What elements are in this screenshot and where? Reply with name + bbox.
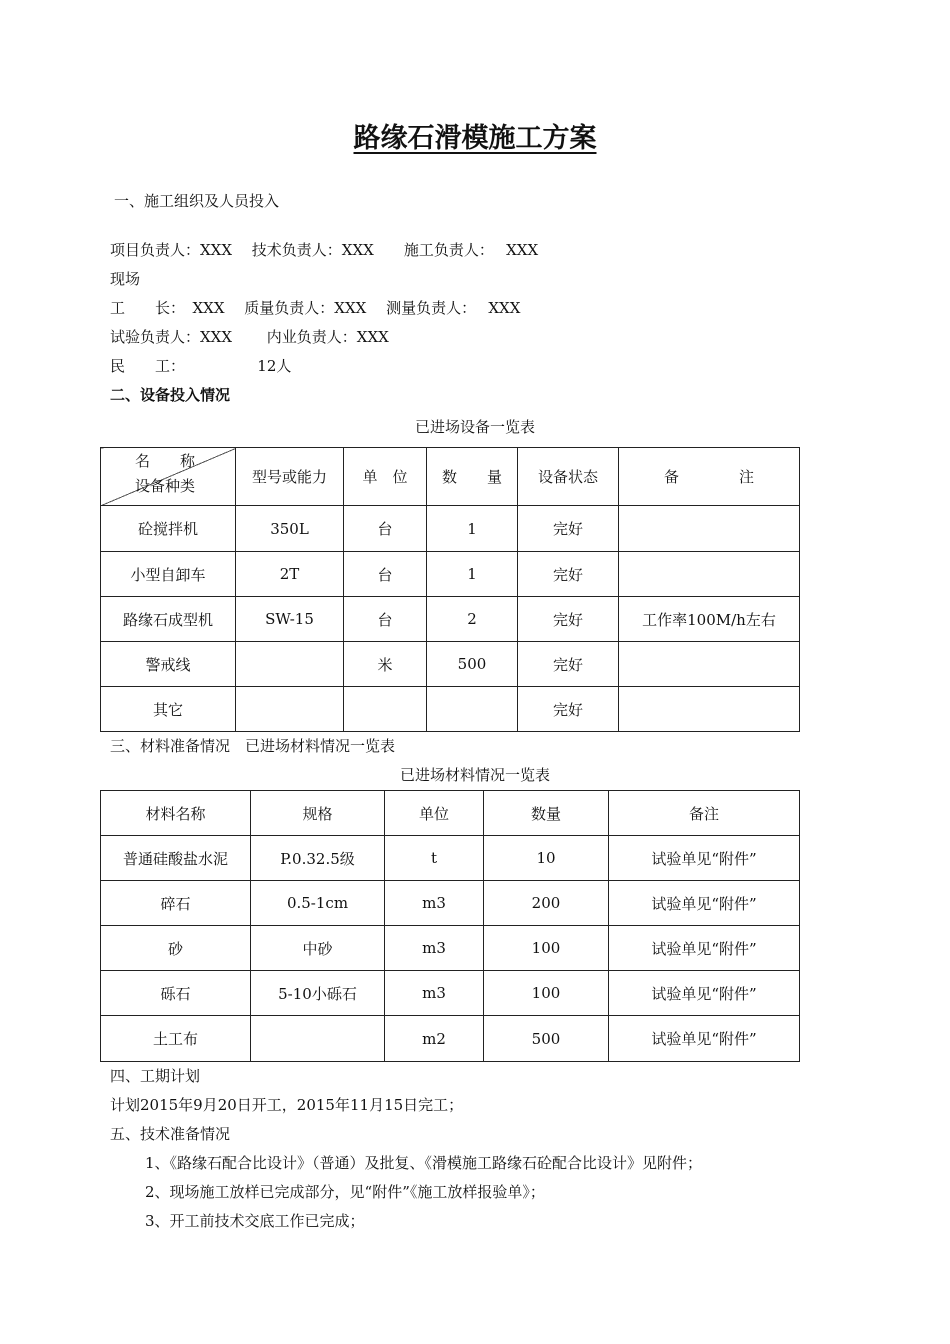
equipment-unit: 米 — [344, 642, 427, 687]
equipment-unit: 台 — [344, 597, 427, 642]
equipment-qty: 1 — [427, 506, 518, 552]
equipment-remark — [619, 506, 800, 552]
equipment-status: 完好 — [518, 506, 619, 552]
material-remark: 试验单见“附件” — [609, 971, 800, 1016]
equipment-qty: 2 — [427, 597, 518, 642]
equipment-qty — [427, 687, 518, 732]
materials-header-row — [101, 791, 800, 836]
equipment-model: 2T — [236, 552, 344, 597]
material-spec: 0.5-1cm — [251, 881, 385, 926]
material-name: 土工布 — [101, 1016, 251, 1062]
material-remark: 试验单见“附件” — [609, 836, 800, 881]
staff-line-3: 工 长： XXX 质量负责人：XXX 测量负责人： XXX — [110, 299, 521, 317]
section4-heading: 四、工期计划 — [110, 1067, 201, 1085]
equipment-unit: 台 — [344, 552, 427, 597]
equipment-model — [236, 687, 344, 732]
equipment-qty: 1 — [427, 552, 518, 597]
material-remark: 试验单见“附件” — [609, 881, 800, 926]
table-row — [101, 506, 800, 552]
material-qty: 100 — [484, 926, 609, 971]
material-spec: 中砂 — [251, 926, 385, 971]
header-name-label: 名称 — [135, 452, 226, 470]
materials-table — [100, 790, 800, 1062]
equipment-name: 路缘石成型机 — [101, 597, 236, 642]
material-remark: 试验单见“附件” — [609, 926, 800, 971]
staff-line-2: 现场 — [110, 270, 141, 288]
material-unit: m3 — [385, 926, 484, 971]
equipment-name: 警戒线 — [101, 642, 236, 687]
table-row — [101, 971, 800, 1016]
table-row — [101, 926, 800, 971]
equipment-remark — [619, 687, 800, 732]
section1-heading: 一、施工组织及人员投入 — [114, 192, 280, 210]
equipment-qty: 500 — [427, 642, 518, 687]
material-unit: m2 — [385, 1016, 484, 1062]
table-row — [101, 642, 800, 687]
equipment-status: 完好 — [518, 687, 619, 732]
section3-heading: 三、材料准备情况 已进场材料情况一览表 — [110, 737, 396, 755]
table-row — [101, 1016, 800, 1062]
header-quantity: 数量 — [484, 791, 609, 836]
header-unit: 单位 — [385, 791, 484, 836]
staff-line-5: 民 工： 12人 — [110, 357, 292, 375]
tech-item-3: 3、开工前技术交底工作已完成； — [145, 1212, 365, 1230]
equipment-remark — [619, 642, 800, 687]
equipment-table-title: 已进场设备一览表 — [414, 418, 535, 436]
schedule-text: 计划2015年9月20日开工，2015年11月15日完工； — [110, 1096, 464, 1114]
materials-table-title: 已进场材料情况一览表 — [399, 766, 550, 784]
table-row — [101, 836, 800, 881]
equipment-table — [100, 447, 800, 732]
material-qty: 100 — [484, 971, 609, 1016]
material-spec: P.0.32.5级 — [251, 836, 385, 881]
equipment-remark: 工作率100M/h左右 — [619, 597, 800, 642]
equipment-name: 小型自卸车 — [101, 552, 236, 597]
section2-heading: 二、设备投入情况 — [110, 386, 231, 404]
material-remark: 试验单见“附件” — [609, 1016, 800, 1062]
equipment-unit — [344, 687, 427, 732]
material-unit: m3 — [385, 881, 484, 926]
header-model: 型号或能力 — [236, 448, 344, 506]
header-remark: 备 注 — [619, 448, 800, 506]
table-row — [101, 597, 800, 642]
equipment-status: 完好 — [518, 642, 619, 687]
staff-line-1: 项目负责人：XXX 技术负责人：XXX 施工负责人： XXX — [110, 241, 539, 259]
header-category-label: 设备种类 — [135, 477, 196, 495]
table-row — [101, 552, 800, 597]
equipment-unit: 台 — [344, 506, 427, 552]
equipment-remark — [619, 552, 800, 597]
material-qty: 200 — [484, 881, 609, 926]
material-spec — [251, 1016, 385, 1062]
equipment-name: 砼搅拌机 — [101, 506, 236, 552]
equipment-status: 完好 — [518, 552, 619, 597]
header-unit: 单 位 — [344, 448, 427, 506]
material-unit: m3 — [385, 971, 484, 1016]
material-name: 碎石 — [101, 881, 251, 926]
section5-heading: 五、技术准备情况 — [110, 1125, 231, 1143]
diagonal-header-cell — [101, 448, 236, 506]
header-material-name: 材料名称 — [101, 791, 251, 836]
material-spec: 5-10小砾石 — [251, 971, 385, 1016]
staff-line-4: 试验负责人：XXX 内业负责人：XXX — [110, 328, 389, 346]
table-row — [101, 881, 800, 926]
equipment-model: SW-15 — [236, 597, 344, 642]
header-status: 设备状态 — [518, 448, 619, 506]
material-name: 砾石 — [101, 971, 251, 1016]
equipment-status: 完好 — [518, 597, 619, 642]
material-name: 普通硅酸盐水泥 — [101, 836, 251, 881]
material-unit: t — [385, 836, 484, 881]
header-remark: 备注 — [609, 791, 800, 836]
material-name: 砂 — [101, 926, 251, 971]
equipment-name: 其它 — [101, 687, 236, 732]
table-row — [101, 687, 800, 732]
tech-item-1: 1、《路缘石配合比设计》（普通）及批复、《滑模施工路缘石砼配合比设计》见附件； — [145, 1154, 703, 1172]
material-qty: 500 — [484, 1016, 609, 1062]
equipment-header-row — [101, 448, 800, 506]
equipment-model — [236, 642, 344, 687]
header-quantity: 数 量 — [427, 448, 518, 506]
header-spec: 规格 — [251, 791, 385, 836]
tech-item-2: 2、现场施工放样已完成部分，见“附件”《施工放样报验单》； — [145, 1183, 545, 1201]
equipment-model: 350L — [236, 506, 344, 552]
document-title: 路缘石滑模施工方案 — [353, 123, 597, 154]
material-qty: 10 — [484, 836, 609, 881]
